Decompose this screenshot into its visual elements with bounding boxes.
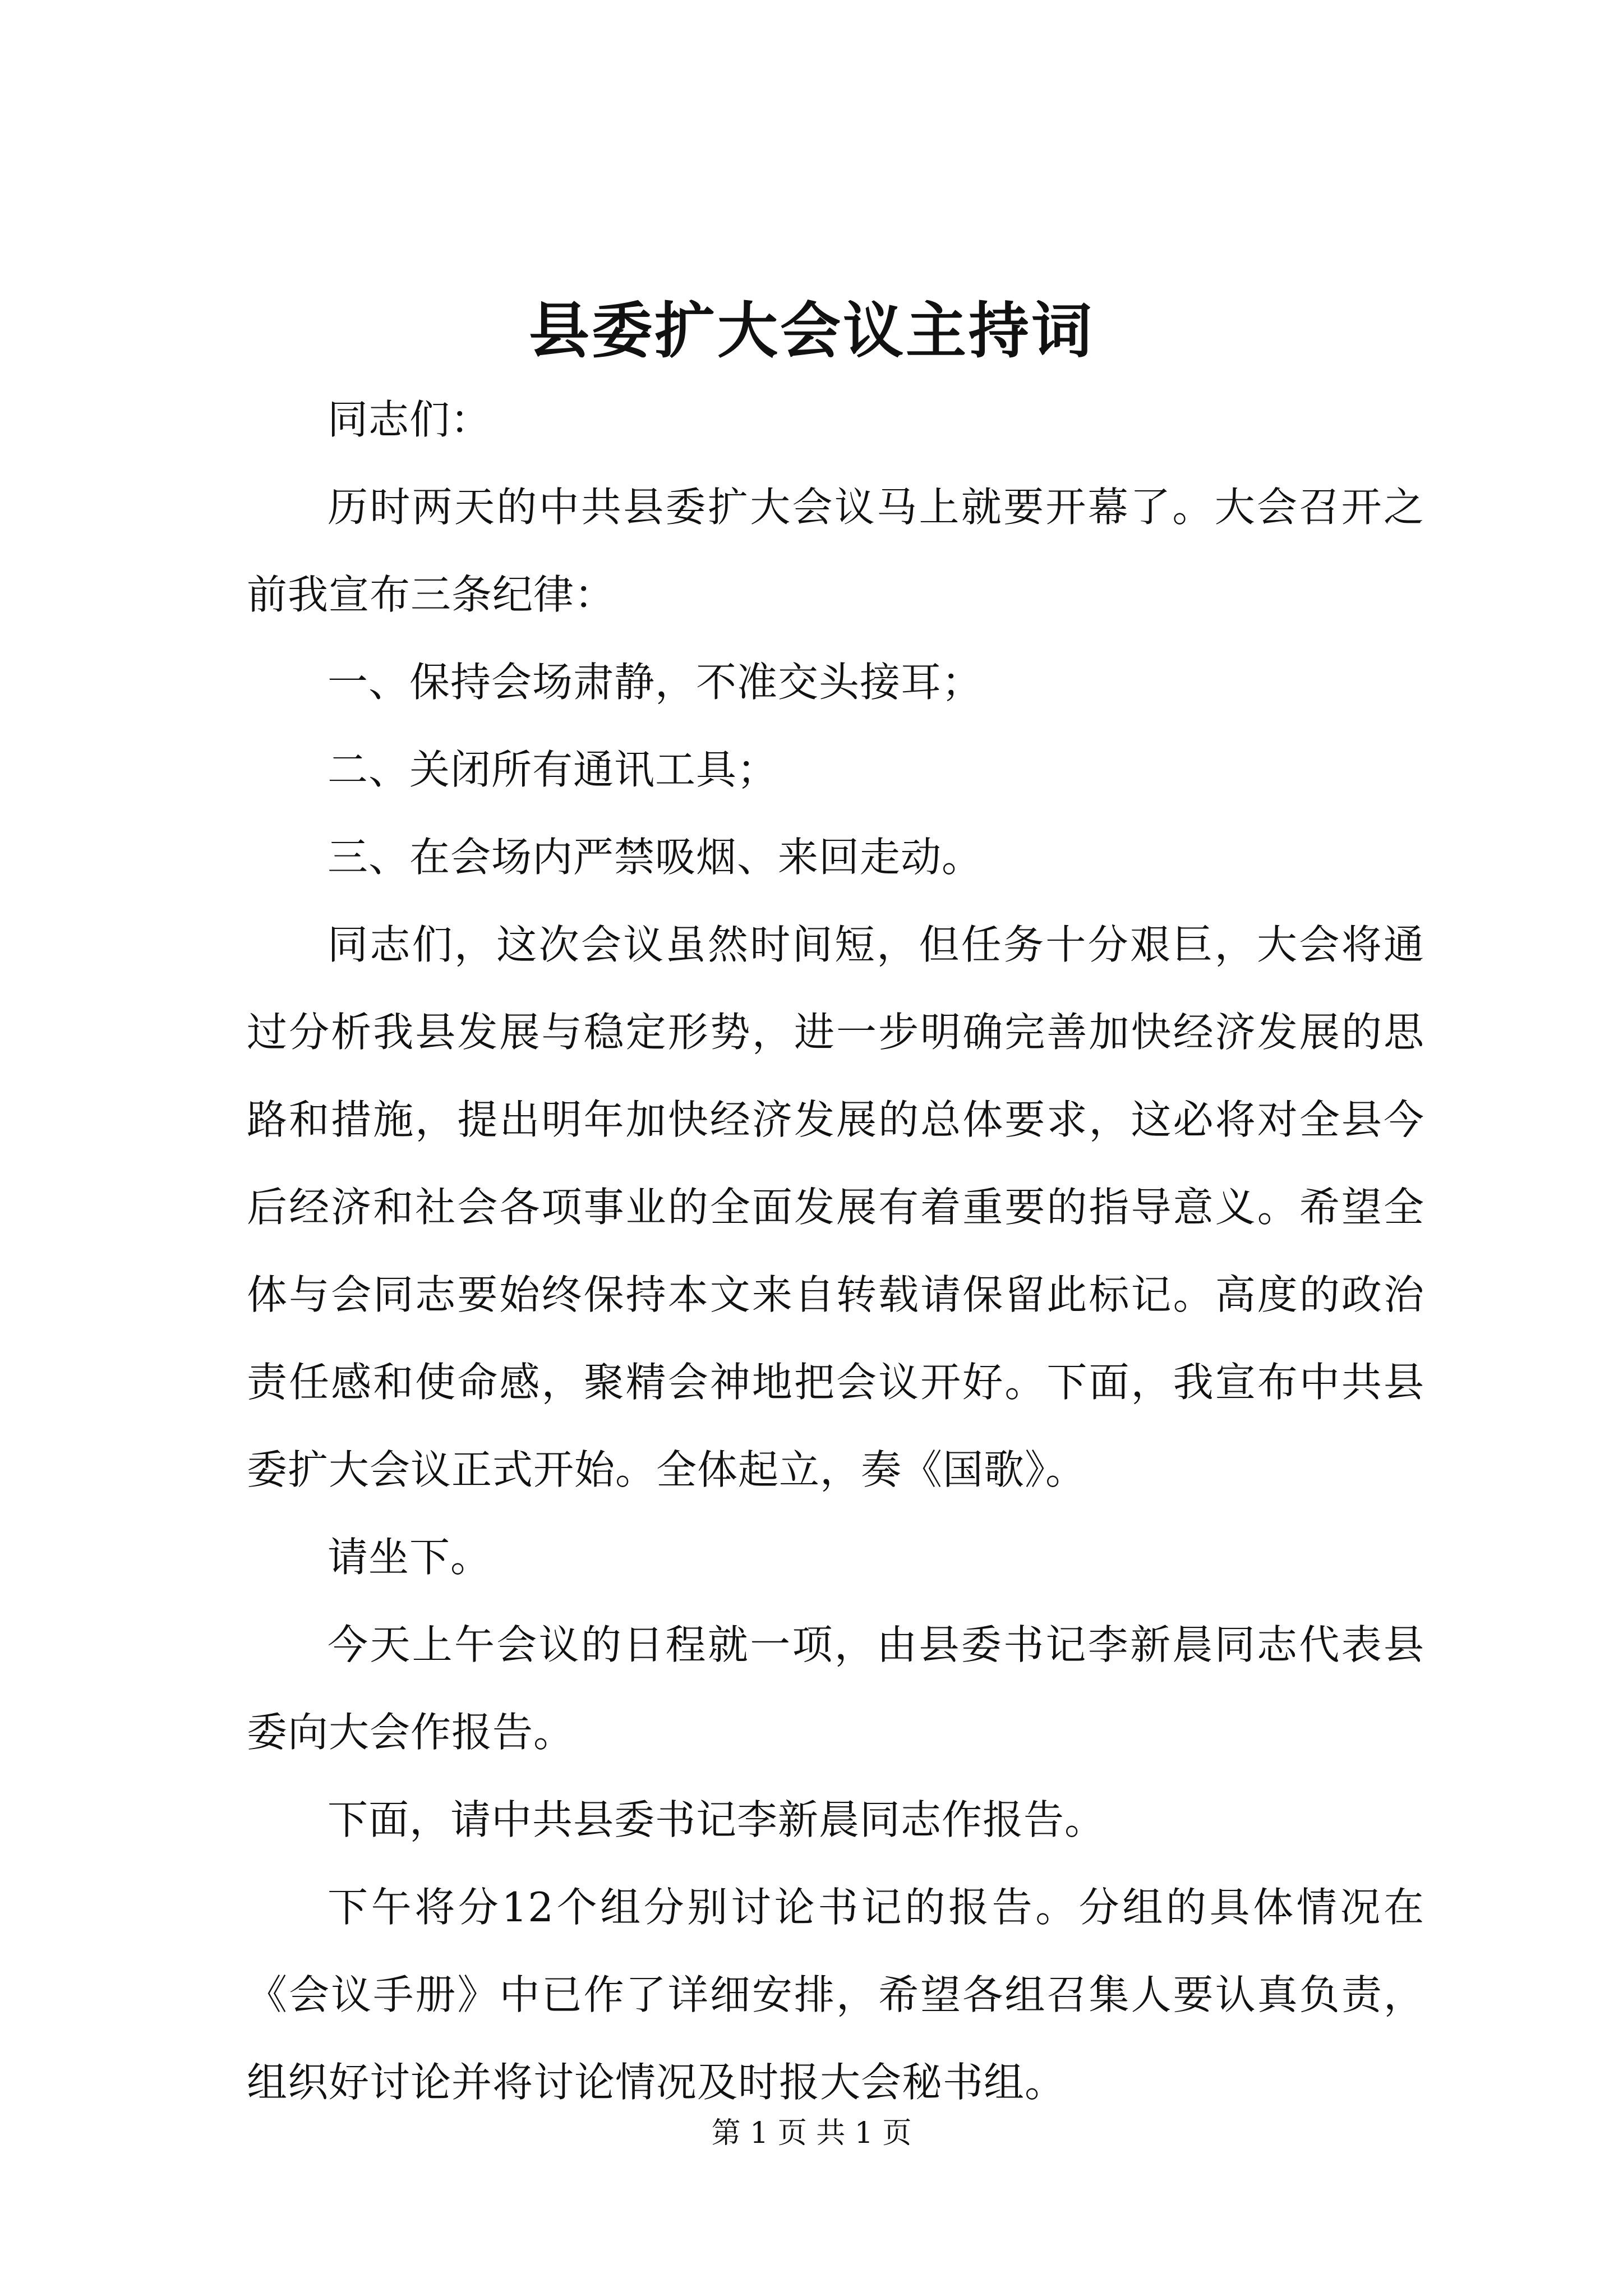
- page-footer: 第 1 页 共 1 页: [711, 2116, 912, 2150]
- document-title: 县委扩大会议主持词: [528, 296, 1094, 366]
- paragraph-rule-3: 三、在会场内严禁吸烟、来回走动。: [328, 834, 983, 881]
- paragraph-greeting: 同志们：: [328, 396, 492, 443]
- document-body: [247, 376, 1424, 2126]
- paragraph-agenda: 今天上午会议的日程就一项，由县委书记李新晨同志代表县委向大会作报告。: [247, 1621, 1424, 1756]
- paragraph-rule-1: 一、保持会场肃静，不准交头接耳；: [328, 659, 983, 706]
- paragraph-afternoon: 下午将分12个组分别讨论书记的报告。分组的具体情况在《会议手册》中已作了详细安排，希望各组召集人要认真负责，组织好讨论并将讨论情况及时报大会秘书组。: [247, 1884, 1424, 2106]
- paragraph-main: 同志们，这次会议虽然时间短，但任务十分艰巨，大会将通过分析我县发展与稳定形势，进一步明确完善加快经济发展的思路和措施，提出明年加快经济发展的总体要求，这必将对全县今后经济和社会各项事业的全面发展有着重要的指导意义。希望全体与会同志要始终保持本文来自转载请保留此标记。高度的政治责任感和使命感，聚精会神地把会议开好。下面，我宣布中共县委扩大会议正式开始。全体起立，奏《国歌》。: [247, 921, 1424, 1493]
- paragraph-please-sit: 请坐下。: [328, 1534, 492, 1581]
- paragraph-opening: 历时两天的中共县委扩大会议马上就要开幕了。大会召开之前我宣布三条纪律：: [247, 484, 1424, 618]
- paragraph-report-intro: 下面，请中共县委书记李新晨同志作报告。: [328, 1796, 1106, 1843]
- paragraph-rule-2: 二、关闭所有通讯工具；: [328, 746, 778, 793]
